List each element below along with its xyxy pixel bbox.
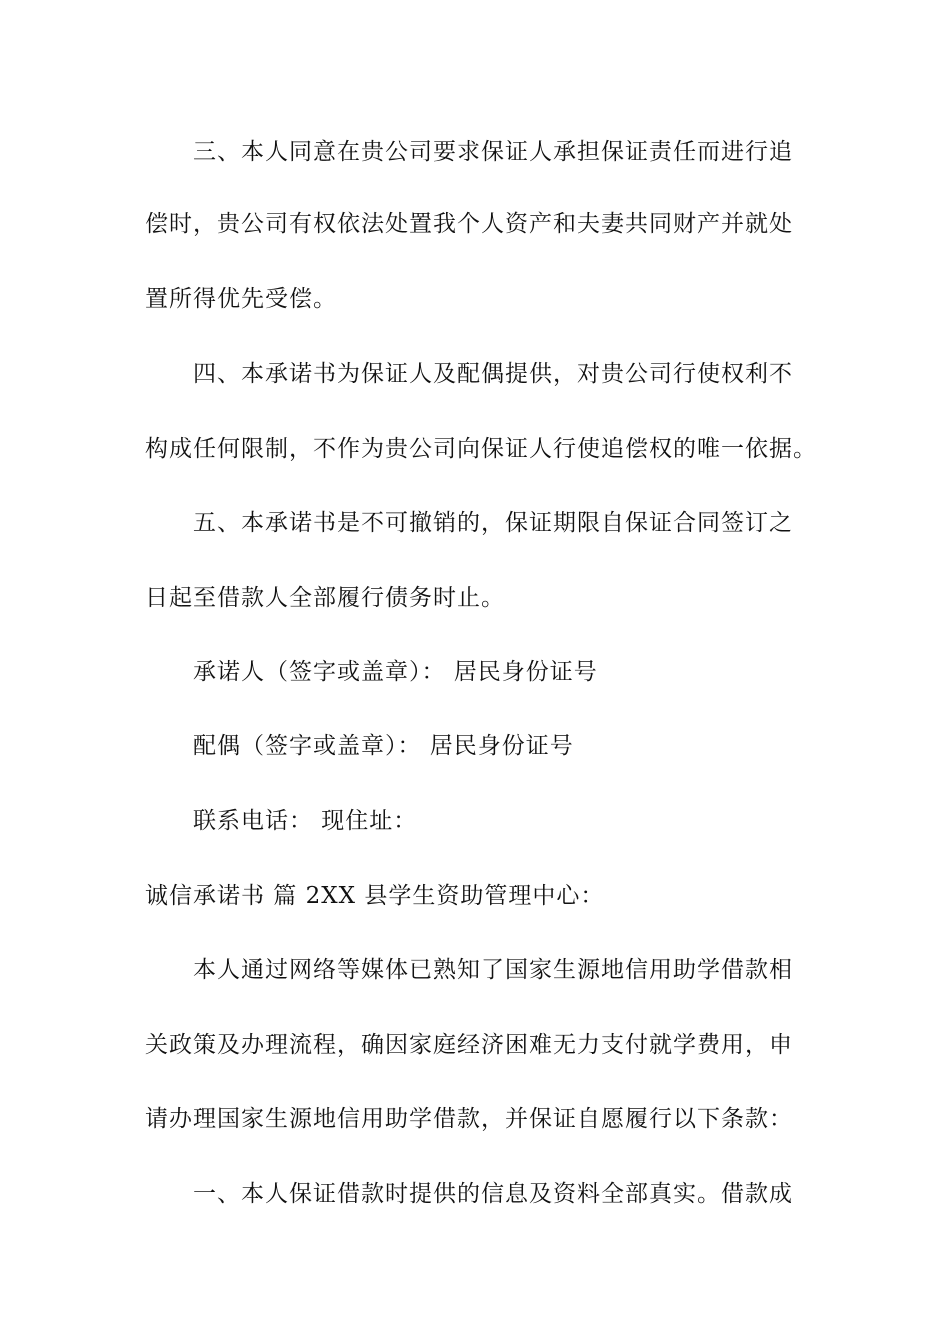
text-line-clause-3-part-2: 偿时，贵公司有权依法处置我个人资产和夫妻共同财产并就处 [145,211,793,237]
text-line-clause-5-part-2: 日起至借款人全部履行债务时止。 [145,585,505,611]
text-line-clause-5-part-1: 五、本承诺书是不可撤销的，保证期限自保证合同签订之 [193,510,793,536]
text-line-intro-part-3: 请办理国家生源地信用助学借款，并保证自愿履行以下条款： [145,1106,793,1132]
text-line-intro-part-2: 关政策及办理流程，确因家庭经济困难无力支付就学费用，申 [145,1032,793,1058]
text-line-clause-4-part-1: 四、本承诺书为保证人及配偶提供，对贵公司行使权利不 [193,361,793,387]
text-line-clause-1: 一、本人保证借款时提供的信息及资料全部真实。借款成 [193,1181,793,1207]
text-line-clause-3-part-3: 置所得优先受偿。 [145,286,337,312]
text-line-clause-4-part-2: 构成任何限制，不作为贵公司向保证人行使追偿权的唯一依据。 [145,436,817,462]
text-line-section-heading: 诚信承诺书 篇 2XX 县学生资助管理中心： [145,883,605,909]
text-line-spouse-signature: 配偶（签字或盖章）： 居民身份证号 [193,733,574,759]
text-line-intro-part-1: 本人通过网络等媒体已熟知了国家生源地信用助学借款相 [193,957,793,983]
text-line-promisor-signature: 承诺人（签字或盖章）： 居民身份证号 [193,659,598,685]
text-line-clause-3-part-1: 三、本人同意在贵公司要求保证人承担保证责任而进行追 [193,139,793,165]
text-line-contact-info: 联系电话： 现住址： [193,808,418,834]
